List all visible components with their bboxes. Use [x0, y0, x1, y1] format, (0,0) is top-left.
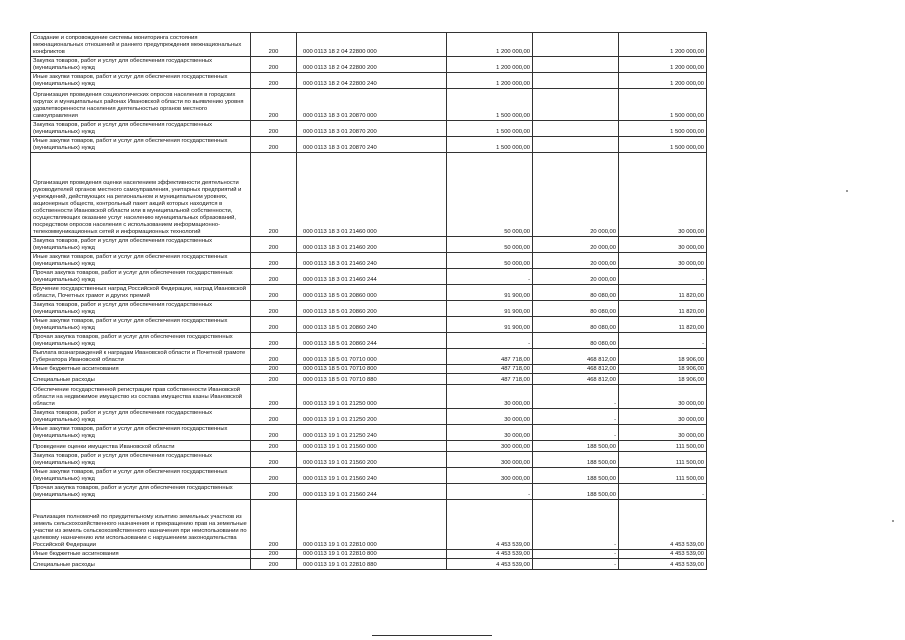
row-code-cell: 200 [251, 269, 297, 285]
row-classification-code-cell: 000 0113 18 3 01 20870 240 [297, 137, 447, 153]
table-row [31, 121, 707, 137]
row-classification-code-cell: 000 0113 18 5 01 20860 200 [297, 301, 447, 317]
row-approved-amount-cell: 487 718,00 [447, 365, 533, 374]
row-executed-amount-cell: - [533, 425, 619, 441]
table-row [31, 137, 707, 153]
row-code-cell: 200 [251, 559, 297, 570]
budget-table-body [31, 33, 707, 570]
row-classification-code-cell: 000 0113 18 3 01 20870 000 [297, 89, 447, 121]
row-approved-amount-cell: - [447, 333, 533, 349]
row-code-cell: 200 [251, 237, 297, 253]
row-executed-amount-cell [533, 73, 619, 89]
row-unexecuted-amount-cell: 30 000,00 [619, 253, 707, 269]
row-approved-amount-cell: 487 718,00 [447, 374, 533, 385]
row-name-cell: Иные закупки товаров, работ и услуг для обеспечения государственных (муниципальных) нужд [31, 253, 251, 269]
row-executed-amount-cell: 20 000,00 [533, 269, 619, 285]
row-name-cell: Закупка товаров, работ и услуг для обеспечения государственных (муниципальных) нужд [31, 409, 251, 425]
row-unexecuted-amount-cell: 11 820,00 [619, 301, 707, 317]
row-code-cell: 200 [251, 89, 297, 121]
row-classification-code-cell: 000 0113 18 3 01 21460 000 [297, 153, 447, 237]
row-classification-code-cell: 000 0113 18 5 01 20860 244 [297, 333, 447, 349]
row-executed-amount-cell [533, 57, 619, 73]
row-classification-code-cell: 000 0113 18 3 01 21460 240 [297, 253, 447, 269]
row-unexecuted-amount-cell: 1 200 000,00 [619, 73, 707, 89]
row-executed-amount-cell: 188 500,00 [533, 484, 619, 500]
row-name-cell: Реализация полномочий по приудительному изъятию земельных участков из земель сельскохозяйственного назначения и прекращению прав на земельные участки из земель сельскохозяйственного назначения при неиспользовании по целевому назначению или использовании с нарушением законодательства Российской Федерации [31, 500, 251, 550]
row-classification-code-cell: 000 0113 19 1 01 21560 000 [297, 441, 447, 452]
table-row [31, 468, 707, 484]
table-row [31, 385, 707, 409]
row-executed-amount-cell: 80 080,00 [533, 285, 619, 301]
table-row [31, 301, 707, 317]
row-name-cell: Закупка товаров, работ и услуг для обеспечения государственных (муниципальных) нужд [31, 301, 251, 317]
row-code-cell: 200 [251, 452, 297, 468]
row-unexecuted-amount-cell: 18 906,00 [619, 349, 707, 365]
row-classification-code-cell: 000 0113 19 1 01 22810 800 [297, 550, 447, 559]
row-name-cell: Закупка товаров, работ и услуг для обеспечения государственных (муниципальных) нужд [31, 57, 251, 73]
row-code-cell: 200 [251, 301, 297, 317]
row-approved-amount-cell: 50 000,00 [447, 153, 533, 237]
row-approved-amount-cell: 30 000,00 [447, 385, 533, 409]
row-name-cell: Создание и сопровождение системы мониторинга состояния межнациональных отношений и раннего предупреждения межнациональных конфликтов [31, 33, 251, 57]
row-classification-code-cell: 000 0113 18 5 01 70710 880 [297, 374, 447, 385]
row-name-cell: Иные закупки товаров, работ и услуг для обеспечения государственных (муниципальных) нужд [31, 425, 251, 441]
row-classification-code-cell: 000 0113 19 1 01 21560 240 [297, 468, 447, 484]
row-unexecuted-amount-cell: - [619, 269, 707, 285]
row-code-cell: 200 [251, 137, 297, 153]
row-executed-amount-cell [533, 89, 619, 121]
row-name-cell: Закупка товаров, работ и услуг для обеспечения государственных (муниципальных) нужд [31, 237, 251, 253]
row-name-cell: Закупка товаров, работ и услуг для обеспечения государственных (муниципальных) нужд [31, 121, 251, 137]
table-row [31, 484, 707, 500]
row-name-cell: Иные закупки товаров, работ и услуг для обеспечения государственных (муниципальных) нужд [31, 73, 251, 89]
table-row [31, 33, 707, 57]
row-unexecuted-amount-cell: 30 000,00 [619, 153, 707, 237]
row-approved-amount-cell: 50 000,00 [447, 253, 533, 269]
row-executed-amount-cell: 188 500,00 [533, 441, 619, 452]
row-classification-code-cell: 000 0113 19 1 01 21250 240 [297, 425, 447, 441]
row-classification-code-cell: 000 0113 18 5 01 20860 000 [297, 285, 447, 301]
row-unexecuted-amount-cell: 18 906,00 [619, 374, 707, 385]
row-unexecuted-amount-cell: 30 000,00 [619, 237, 707, 253]
row-executed-amount-cell [533, 121, 619, 137]
table-row [31, 452, 707, 468]
row-approved-amount-cell: 300 000,00 [447, 452, 533, 468]
row-classification-code-cell: 000 0113 18 2 04 22800 240 [297, 73, 447, 89]
row-approved-amount-cell: 1 200 000,00 [447, 33, 533, 57]
row-unexecuted-amount-cell: 30 000,00 [619, 385, 707, 409]
row-code-cell: 200 [251, 468, 297, 484]
row-approved-amount-cell: 91 900,00 [447, 285, 533, 301]
table-row [31, 374, 707, 385]
row-name-cell: Вручение государственных наград Российской Федерации, наград Ивановской области, Почетных грамот и других премий [31, 285, 251, 301]
row-classification-code-cell: 000 0113 18 2 04 22800 200 [297, 57, 447, 73]
row-name-cell: Прочая закупка товаров, работ и услуг для обеспечения государственных (муниципальных) нужд [31, 333, 251, 349]
row-executed-amount-cell: 188 500,00 [533, 452, 619, 468]
row-name-cell: Прочая закупка товаров, работ и услуг для обеспечения государственных (муниципальных) нужд [31, 269, 251, 285]
table-row [31, 425, 707, 441]
row-classification-code-cell: 000 0113 18 3 01 20870 200 [297, 121, 447, 137]
table-row [31, 349, 707, 365]
row-approved-amount-cell: 1 200 000,00 [447, 73, 533, 89]
row-approved-amount-cell: 50 000,00 [447, 237, 533, 253]
table-row [31, 409, 707, 425]
table-row [31, 500, 707, 550]
row-classification-code-cell: 000 0113 18 5 01 70710 800 [297, 365, 447, 374]
row-name-cell: Прочая закупка товаров, работ и услуг для обеспечения государственных (муниципальных) нужд [31, 484, 251, 500]
row-code-cell: 200 [251, 317, 297, 333]
row-executed-amount-cell: - [533, 385, 619, 409]
row-approved-amount-cell: 1 200 000,00 [447, 57, 533, 73]
row-approved-amount-cell: 30 000,00 [447, 409, 533, 425]
scan-speck [892, 520, 894, 522]
row-unexecuted-amount-cell: 111 500,00 [619, 452, 707, 468]
table-row [31, 269, 707, 285]
row-code-cell: 200 [251, 365, 297, 374]
row-approved-amount-cell: 300 000,00 [447, 441, 533, 452]
row-code-cell: 200 [251, 374, 297, 385]
row-classification-code-cell: 000 0113 19 1 01 22810 880 [297, 559, 447, 570]
row-approved-amount-cell: 30 000,00 [447, 425, 533, 441]
row-code-cell: 200 [251, 121, 297, 137]
row-executed-amount-cell: 468 812,00 [533, 365, 619, 374]
row-name-cell: Выплата вознаграждений к наградам Ивановской области и Почетной грамоте Губернатора Ивановской области [31, 349, 251, 365]
table-row [31, 441, 707, 452]
table-row [31, 285, 707, 301]
row-code-cell: 200 [251, 441, 297, 452]
row-classification-code-cell: 000 0113 18 3 01 21460 200 [297, 237, 447, 253]
row-approved-amount-cell: 487 718,00 [447, 349, 533, 365]
row-executed-amount-cell: 80 080,00 [533, 301, 619, 317]
row-name-cell: Иные закупки товаров, работ и услуг для обеспечения государственных (муниципальных) нужд [31, 468, 251, 484]
row-classification-code-cell: 000 0113 19 1 01 21250 200 [297, 409, 447, 425]
row-name-cell: Организация проведения оценки населением эффективности деятельности руководителей органов местного самоуправления, унитарных предприятий и учреждений, действующих на региональном и муниципальном уровнях, акционерных обществ, контрольный пакет акций которых находится в собственности Ивановской области или в муниципальной собственности, осуществляющих оказание услуг населению муниципальных образований, посредством опросов населения с использованием информационно-телекоммуникационных сетей и информационных технологий [31, 153, 251, 237]
row-unexecuted-amount-cell: 30 000,00 [619, 425, 707, 441]
budget-table [30, 32, 707, 570]
table-row [31, 57, 707, 73]
row-code-cell: 200 [251, 500, 297, 550]
row-unexecuted-amount-cell: 1 500 000,00 [619, 137, 707, 153]
row-code-cell: 200 [251, 33, 297, 57]
row-unexecuted-amount-cell: 1 500 000,00 [619, 121, 707, 137]
row-classification-code-cell: 000 0113 19 1 01 22810 000 [297, 500, 447, 550]
budget-report-page [30, 32, 706, 570]
row-executed-amount-cell: - [533, 500, 619, 550]
row-approved-amount-cell: - [447, 484, 533, 500]
row-code-cell: 200 [251, 153, 297, 237]
row-classification-code-cell: 000 0113 18 5 01 20860 240 [297, 317, 447, 333]
row-executed-amount-cell: 188 500,00 [533, 468, 619, 484]
row-name-cell: Иные закупки товаров, работ и услуг для обеспечения государственных (муниципальных) нужд [31, 317, 251, 333]
row-classification-code-cell: 000 0113 19 1 01 21560 244 [297, 484, 447, 500]
table-row [31, 550, 707, 559]
row-code-cell: 200 [251, 385, 297, 409]
row-approved-amount-cell: 91 900,00 [447, 301, 533, 317]
table-row [31, 153, 707, 237]
row-approved-amount-cell: 1 500 000,00 [447, 137, 533, 153]
row-code-cell: 200 [251, 57, 297, 73]
row-code-cell: 200 [251, 550, 297, 559]
row-unexecuted-amount-cell: 1 500 000,00 [619, 89, 707, 121]
row-unexecuted-amount-cell: 11 820,00 [619, 285, 707, 301]
row-code-cell: 200 [251, 349, 297, 365]
row-name-cell: Иные закупки товаров, работ и услуг для обеспечения государственных (муниципальных) нужд [31, 137, 251, 153]
row-code-cell: 200 [251, 253, 297, 269]
row-classification-code-cell: 000 0113 19 1 01 21250 000 [297, 385, 447, 409]
row-unexecuted-amount-cell: 18 906,00 [619, 365, 707, 374]
row-executed-amount-cell: 468 812,00 [533, 349, 619, 365]
row-executed-amount-cell: 20 000,00 [533, 153, 619, 237]
row-classification-code-cell: 000 0113 18 2 04 22800 000 [297, 33, 447, 57]
row-name-cell: Организация проведения социологических опросов населения в городских округах и муниципальных районах Ивановской области по выявлению уровня удовлетворенности населения деятельностью органов местного самоуправления [31, 89, 251, 121]
row-classification-code-cell: 000 0113 19 1 01 21560 200 [297, 452, 447, 468]
row-unexecuted-amount-cell: 111 500,00 [619, 468, 707, 484]
table-row [31, 237, 707, 253]
row-code-cell: 200 [251, 484, 297, 500]
row-executed-amount-cell: - [533, 409, 619, 425]
row-unexecuted-amount-cell: 1 200 000,00 [619, 57, 707, 73]
table-row [31, 253, 707, 269]
row-approved-amount-cell: 1 500 000,00 [447, 89, 533, 121]
row-executed-amount-cell: - [533, 550, 619, 559]
row-unexecuted-amount-cell: 111 500,00 [619, 441, 707, 452]
row-executed-amount-cell [533, 33, 619, 57]
row-unexecuted-amount-cell: 4 453 539,00 [619, 559, 707, 570]
row-code-cell: 200 [251, 73, 297, 89]
row-approved-amount-cell: - [447, 269, 533, 285]
row-unexecuted-amount-cell: 4 453 539,00 [619, 550, 707, 559]
row-unexecuted-amount-cell: 30 000,00 [619, 409, 707, 425]
row-executed-amount-cell: 468 812,00 [533, 374, 619, 385]
row-executed-amount-cell: 80 080,00 [533, 317, 619, 333]
row-executed-amount-cell: 20 000,00 [533, 237, 619, 253]
row-name-cell: Иные бюджетные ассигнования [31, 550, 251, 559]
row-name-cell: Обеспечение государственной регистрации прав собственности Ивановской области на недвижимое имущество из состава имущества казны Ивановской области [31, 385, 251, 409]
scan-speck [846, 190, 848, 192]
table-row [31, 559, 707, 570]
row-approved-amount-cell: 4 453 539,00 [447, 550, 533, 559]
row-unexecuted-amount-cell: 11 820,00 [619, 317, 707, 333]
row-unexecuted-amount-cell: - [619, 333, 707, 349]
row-name-cell: Проведение оценки имущества Ивановской области [31, 441, 251, 452]
table-row [31, 365, 707, 374]
row-approved-amount-cell: 4 453 539,00 [447, 559, 533, 570]
table-row [31, 333, 707, 349]
row-code-cell: 200 [251, 425, 297, 441]
row-code-cell: 200 [251, 409, 297, 425]
footer-line [372, 635, 492, 636]
row-executed-amount-cell: 80 080,00 [533, 333, 619, 349]
row-classification-code-cell: 000 0113 18 5 01 70710 000 [297, 349, 447, 365]
row-classification-code-cell: 000 0113 18 3 01 21460 244 [297, 269, 447, 285]
row-approved-amount-cell: 1 500 000,00 [447, 121, 533, 137]
row-code-cell: 200 [251, 333, 297, 349]
row-executed-amount-cell: - [533, 559, 619, 570]
row-executed-amount-cell [533, 137, 619, 153]
table-row [31, 73, 707, 89]
row-name-cell: Закупка товаров, работ и услуг для обеспечения государственных (муниципальных) нужд [31, 452, 251, 468]
row-name-cell: Специальные расходы [31, 559, 251, 570]
row-code-cell: 200 [251, 285, 297, 301]
row-unexecuted-amount-cell: - [619, 484, 707, 500]
table-row [31, 317, 707, 333]
row-approved-amount-cell: 4 453 539,00 [447, 500, 533, 550]
row-executed-amount-cell: 20 000,00 [533, 253, 619, 269]
table-row [31, 89, 707, 121]
row-unexecuted-amount-cell: 4 453 539,00 [619, 500, 707, 550]
row-approved-amount-cell: 300 000,00 [447, 468, 533, 484]
row-name-cell: Иные бюджетные ассигнования [31, 365, 251, 374]
row-unexecuted-amount-cell: 1 200 000,00 [619, 33, 707, 57]
row-approved-amount-cell: 91 900,00 [447, 317, 533, 333]
row-name-cell: Специальные расходы [31, 374, 251, 385]
